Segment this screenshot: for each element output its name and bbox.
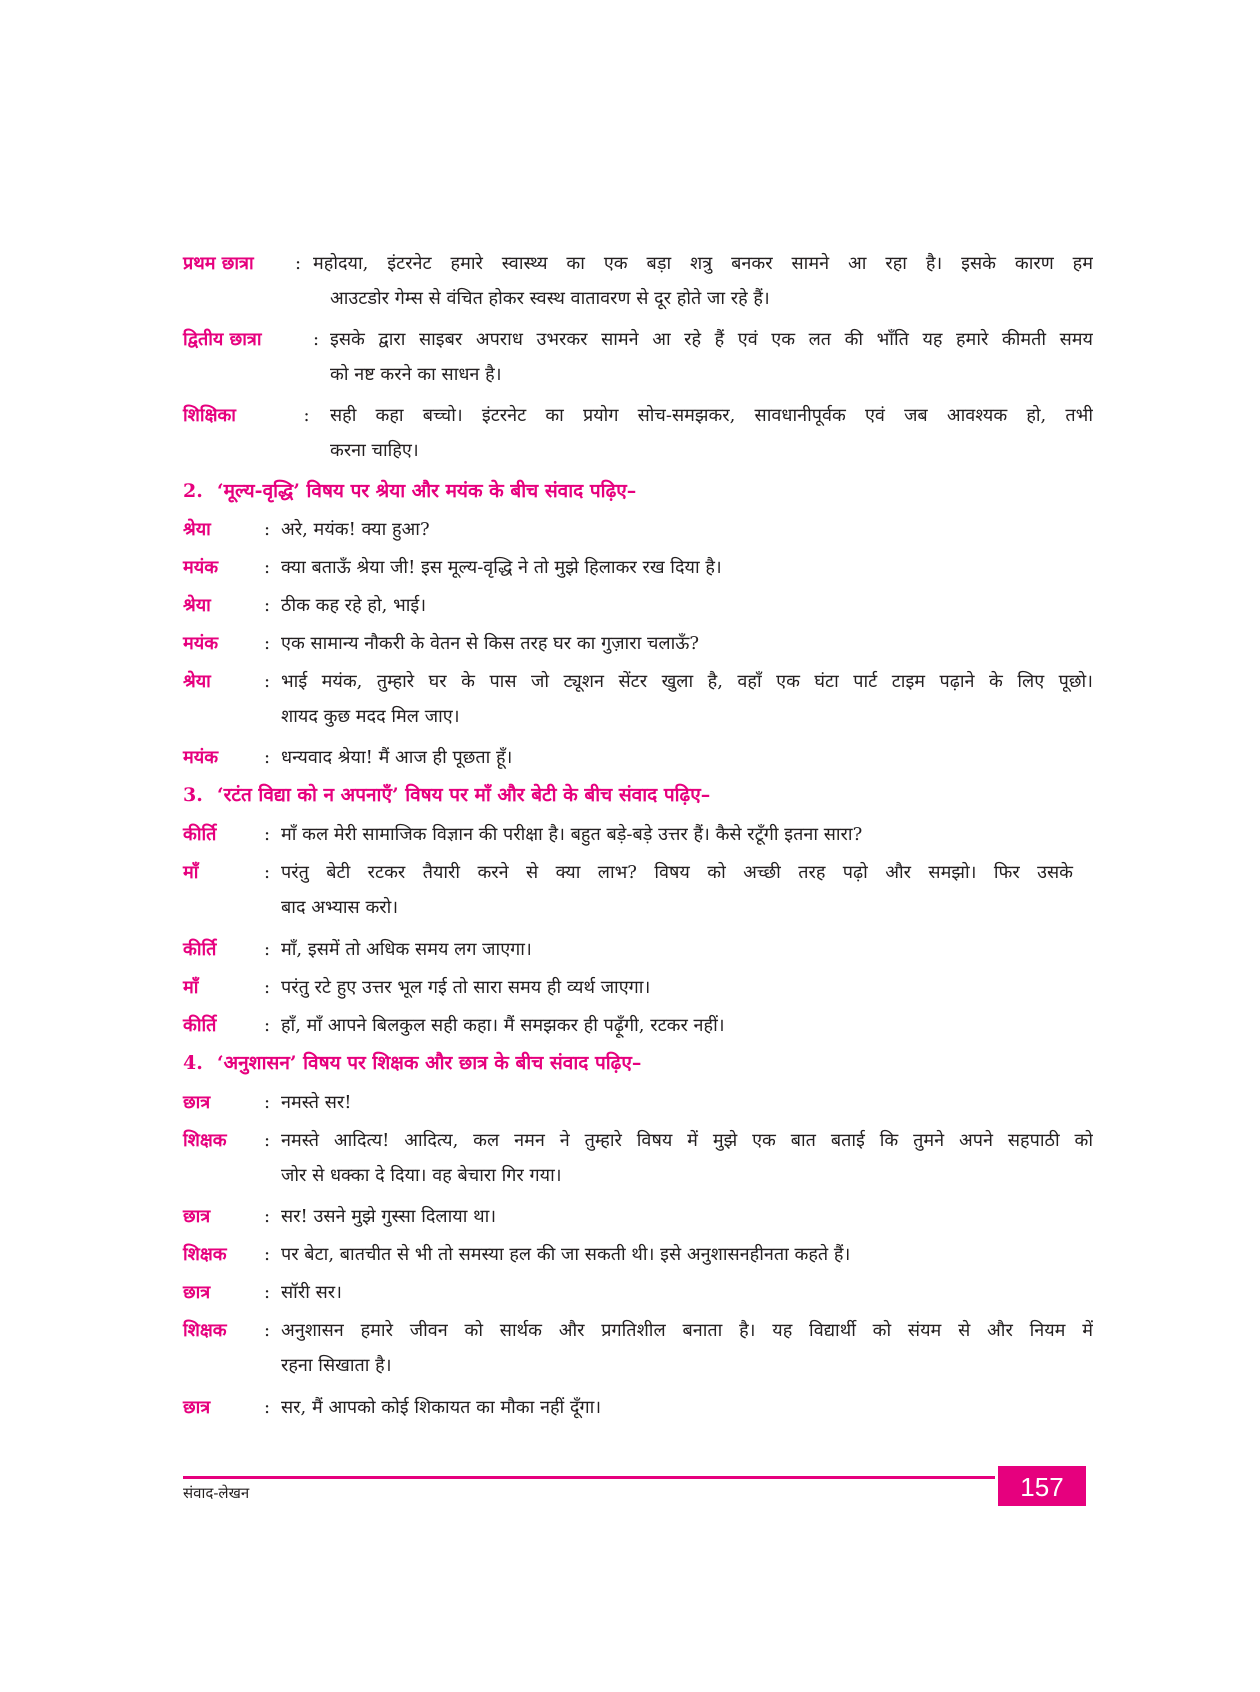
dialogue-text: हाँ, माँ आपने बिलकुल सही कहा। मैं समझकर ही पढ़ूँगी, रटकर नहीं। [281, 1015, 725, 1036]
section-number: 2. [183, 480, 203, 502]
dialogue-line [183, 855, 1093, 890]
speaker-label: छात्र [183, 1397, 211, 1418]
speaker-colon: : [303, 405, 310, 426]
speaker-colon: : [263, 557, 271, 578]
dialogue-text: रहना सिखाता है। [281, 1355, 392, 1376]
speaker-colon: : [263, 977, 271, 998]
dialogue-line [183, 1123, 1093, 1158]
speaker-label: माँ [183, 977, 199, 998]
speaker-colon: : [263, 1282, 271, 1303]
section-title: ‘रटंत विद्या को न अपनाएँ’ विषय पर माँ और बेटी के बीच संवाद पढ़िए– [217, 784, 711, 806]
dialogue-line [183, 932, 1093, 967]
speaker-label: शिक्षक [183, 1130, 227, 1151]
dialogue-text: ठीक कह रहे हो, भाई। [281, 595, 427, 616]
speaker-colon: : [263, 519, 271, 540]
dialogue-line [183, 740, 1093, 775]
dialogue-text: माँ कल मेरी सामाजिक विज्ञान की परीक्षा है। बहुत बड़े-बड़े उत्तर हैं। कैसे रटूँगी इतना सारा? [281, 824, 863, 845]
speaker-colon: : [263, 595, 271, 616]
dialogue-text: सॉरी सर। [281, 1282, 342, 1303]
dialogue-text: परंतु बेटी रटकर तैयारी करने से क्या लाभ? विषय को अच्छी तरह पढ़ो और समझो। फिर उसके [281, 862, 1073, 883]
speaker-label: छात्र [183, 1092, 211, 1113]
speaker-colon: : [294, 253, 302, 274]
dialogue-line [183, 1237, 1093, 1272]
dialogue-line [183, 550, 1093, 585]
dialogue-line [183, 1390, 1093, 1425]
dialogue-text: माँ, इसमें तो अधिक समय लग जाएगा। [281, 939, 532, 960]
dialogue-text: क्या बताऊँ श्रेया जी! इस मूल्य-वृद्धि ने तो मुझे हिलाकर रख दिया है। [281, 557, 722, 578]
speaker-label: शिक्षक [183, 1244, 227, 1265]
speaker-label: मयंक [183, 557, 219, 578]
dialogue-text: महोदया, इंटरनेट हमारे स्वास्थ्य का एक बड़ा शत्रु बनकर सामने आ रहा है। इसके कारण हम [313, 253, 1093, 274]
dialogue-line-cont [183, 1348, 1093, 1383]
footer-label: संवाद-लेखन [183, 1484, 250, 1502]
dialogue-text: एक सामान्य नौकरी के वेतन से किस तरह घर का गुज़ारा चलाऊँ? [281, 633, 700, 654]
speaker-colon: : [263, 1092, 271, 1113]
dialogue-text: करना चाहिए। [330, 440, 419, 461]
section-heading [183, 1046, 1093, 1081]
speaker-label: छात्र [183, 1282, 211, 1303]
dialogue-line [183, 1085, 1093, 1120]
section-number: 4. [183, 1052, 203, 1074]
dialogue-text: परंतु रटे हुए उत्तर भूल गई तो सारा समय ही व्यर्थ जाएगा। [281, 977, 651, 998]
dialogue-line [183, 1199, 1093, 1234]
dialogue-line [183, 1008, 1093, 1043]
dialogue-line [183, 246, 1093, 281]
speaker-label: प्रथम छात्रा [183, 253, 254, 274]
dialogue-text: को नष्ट करने का साधन है। [330, 364, 502, 385]
speaker-colon: : [263, 862, 271, 883]
dialogue-text: बाद अभ्यास करो। [281, 897, 399, 918]
section-title: ‘मूल्य-वृद्धि’ विषय पर श्रेया और मयंक के बीच संवाद पढ़िए– [217, 480, 637, 502]
speaker-label: मयंक [183, 747, 219, 768]
speaker-colon: : [263, 633, 271, 654]
speaker-colon: : [263, 1320, 271, 1341]
dialogue-text: सर! उसने मुझे गुस्सा दिलाया था। [281, 1206, 497, 1227]
speaker-colon: : [263, 1206, 271, 1227]
dialogue-line-cont [183, 890, 1093, 925]
dialogue-text: भाई मयंक, तुम्हारे घर के पास जो ट्यूशन सेंटर खुला है, वहाँ एक घंटा पार्ट टाइम पढ़ाने के लिए पूछो। [281, 671, 1093, 692]
speaker-label: कीर्ति [183, 824, 217, 845]
speaker-label: मयंक [183, 633, 219, 654]
dialogue-text: इसके द्वारा साइबर अपराध उभरकर सामने आ रहे हैं एवं एक लत की भाँति यह हमारे कीमती समय [330, 329, 1093, 350]
dialogue-line [183, 398, 1093, 433]
dialogue-text: धन्यवाद श्रेया! मैं आज ही पूछता हूँ। [281, 747, 513, 768]
dialogue-text: जोर से धक्का दे दिया। वह बेचारा गिर गया। [281, 1165, 562, 1186]
dialogue-line-cont [183, 699, 1093, 734]
speaker-label: छात्र [183, 1206, 211, 1227]
dialogue-text: सर, मैं आपको कोई शिकायत का मौका नहीं दूँगा। [281, 1397, 602, 1418]
dialogue-line-cont [183, 281, 1093, 316]
speaker-label: श्रेया [183, 595, 211, 616]
dialogue-line [183, 322, 1093, 357]
speaker-label: शिक्षक [183, 1320, 227, 1341]
speaker-colon: : [263, 1130, 271, 1151]
speaker-label: श्रेया [183, 519, 211, 540]
dialogue-line-cont [183, 433, 1093, 468]
dialogue-text: शायद कुछ मदद मिल जाए। [281, 706, 460, 727]
dialogue-line [183, 1275, 1093, 1310]
dialogue-text: अनुशासन हमारे जीवन को सार्थक और प्रगतिशील बनाता है। यह विद्यार्थी को संयम से और नियम में [281, 1320, 1093, 1341]
footer-rule [183, 1476, 995, 1479]
dialogue-text: सही कहा बच्चो। इंटरनेट का प्रयोग सोच-समझकर, सावधानीपूर्वक एवं जब आवश्यक हो, तभी [330, 405, 1093, 426]
dialogue-line-cont [183, 1158, 1093, 1193]
speaker-colon: : [263, 671, 271, 692]
section-heading [183, 474, 1093, 509]
section-title: ‘अनुशासन’ विषय पर शिक्षक और छात्र के बीच संवाद पढ़िए– [217, 1052, 642, 1074]
dialogue-line [183, 588, 1093, 623]
speaker-colon: : [263, 747, 271, 768]
dialogue-line [183, 970, 1093, 1005]
dialogue-line [183, 664, 1093, 699]
dialogue-line-cont [183, 357, 1093, 392]
dialogue-text: आउटडोर गेम्स से वंचित होकर स्वस्थ वातावरण से दूर होते जा रहे हैं। [330, 288, 770, 309]
speaker-colon: : [313, 329, 320, 350]
page-number: 157 [998, 1466, 1086, 1506]
speaker-label: शिक्षिका [183, 405, 236, 426]
speaker-colon: : [263, 1244, 271, 1265]
speaker-colon: : [263, 939, 271, 960]
speaker-label: कीर्ति [183, 939, 217, 960]
speaker-label: माँ [183, 862, 199, 883]
speaker-label: श्रेया [183, 671, 211, 692]
dialogue-text: अरे, मयंक! क्या हुआ? [281, 519, 430, 540]
dialogue-line [183, 512, 1093, 547]
section-heading [183, 778, 1093, 813]
dialogue-text: नमस्ते आदित्य! आदित्य, कल नमन ने तुम्हारे विषय में मुझे एक बात बताई कि तुमने अपने सहपाठी को [281, 1130, 1093, 1151]
speaker-label: द्वितीय छात्रा [183, 329, 262, 350]
speaker-colon: : [263, 1015, 271, 1036]
dialogue-line [183, 1313, 1093, 1348]
dialogue-line [183, 626, 1093, 661]
speaker-colon: : [263, 1397, 271, 1418]
dialogue-text: नमस्ते सर! [281, 1092, 352, 1113]
dialogue-text: पर बेटा, बातचीत से भी तो समस्या हल की जा सकती थी। इसे अनुशासनहीनता कहते हैं। [281, 1244, 851, 1265]
speaker-colon: : [263, 824, 271, 845]
section-number: 3. [183, 784, 203, 806]
dialogue-line [183, 817, 1093, 852]
speaker-label: कीर्ति [183, 1015, 217, 1036]
